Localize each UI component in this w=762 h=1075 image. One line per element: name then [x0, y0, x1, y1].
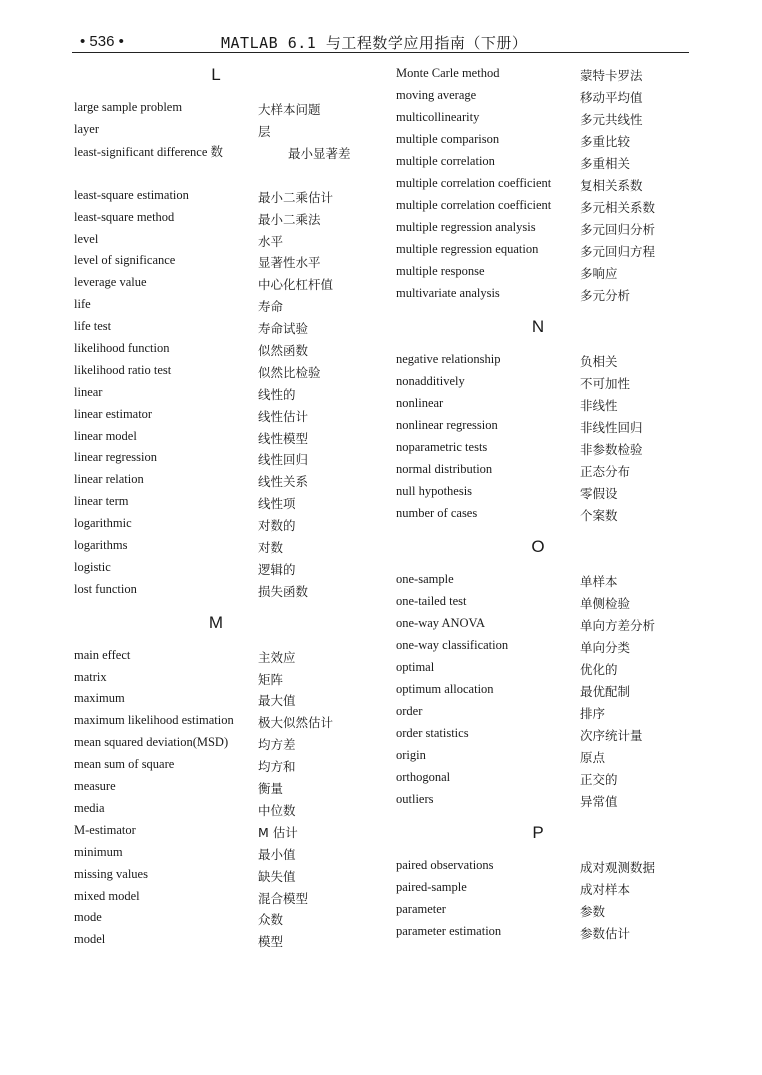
english-term: one-way ANOVA — [396, 616, 485, 630]
glossary-section — [396, 316, 689, 526]
chinese-term: 最小二乘法 — [258, 211, 321, 227]
english-term: main effect — [74, 647, 131, 662]
glossary-entry — [396, 658, 689, 680]
glossary-entry — [74, 777, 374, 799]
glossary-entry — [396, 372, 689, 394]
glossary-column-left — [74, 64, 374, 962]
glossary-entry — [74, 295, 374, 317]
chinese-term: 似然比检验 — [258, 364, 321, 380]
chinese-term: 正交的 — [580, 772, 618, 787]
english-term: large sample problem — [74, 100, 183, 114]
glossary-entry — [396, 746, 689, 768]
glossary-entry — [396, 152, 689, 174]
section-letter: M — [208, 612, 224, 632]
glossary-entry — [74, 383, 374, 405]
chinese-term: 极大似然估计 — [258, 715, 334, 731]
glossary-entry — [74, 448, 374, 470]
english-term: level — [74, 231, 99, 246]
chinese-term: 优化的 — [580, 662, 618, 677]
glossary-entry — [396, 790, 689, 812]
english-term: one-tailed test — [396, 594, 467, 608]
chinese-term: 最大值 — [258, 693, 296, 709]
english-term: nonlinear — [396, 396, 444, 410]
english-term: multiple regression equation — [396, 242, 539, 256]
glossary-entry — [74, 668, 374, 690]
english-term: minimum — [74, 844, 123, 859]
chinese-term: 线性项 — [258, 496, 296, 512]
chinese-term: 线性模型 — [258, 430, 309, 446]
glossary-entry — [74, 689, 374, 711]
english-term: multiple regression analysis — [396, 220, 536, 234]
glossary-entry — [396, 570, 689, 592]
english-term: paired observations — [396, 858, 494, 872]
english-term: mean sum of square — [74, 757, 175, 772]
section-letter: O — [531, 537, 545, 556]
glossary-entry — [74, 514, 374, 536]
english-term: media — [74, 800, 105, 815]
english-term: life test — [74, 319, 112, 334]
chinese-term: 多元回归方程 — [580, 244, 656, 259]
glossary-entry — [396, 394, 689, 416]
chinese-term: 参数估计 — [580, 926, 631, 941]
english-term: one-way classification — [396, 638, 509, 652]
english-term: multiple comparison — [396, 132, 500, 146]
glossary-entry — [396, 130, 689, 152]
english-term: order statistics — [396, 726, 469, 740]
glossary-entry — [74, 887, 374, 909]
section-letter: P — [532, 823, 544, 842]
glossary-section — [396, 536, 689, 812]
page-header — [72, 30, 689, 53]
english-term: M-estimator — [74, 822, 136, 837]
glossary-section — [74, 612, 374, 952]
english-term: optimal — [396, 660, 435, 674]
glossary-entry — [74, 733, 374, 755]
chinese-term: 原点 — [580, 750, 606, 765]
glossary-entry — [74, 558, 374, 580]
english-term: least-square method — [74, 209, 175, 224]
english-term: mixed model — [74, 888, 140, 903]
glossary-entry — [74, 427, 374, 449]
section-letter: L — [211, 65, 221, 84]
english-term: multivariate analysis — [396, 286, 500, 300]
chinese-term: 线性回归 — [258, 452, 309, 468]
glossary-entry — [396, 196, 689, 218]
glossary-entry — [396, 922, 689, 944]
chinese-term: 寿命 — [258, 299, 284, 315]
glossary-entry — [74, 865, 374, 887]
english-term: origin — [396, 748, 426, 762]
english-term: leverage value — [74, 275, 147, 290]
english-term: moving average — [396, 88, 477, 102]
chinese-term: 移动平均值 — [580, 90, 643, 105]
glossary-entry — [74, 120, 374, 142]
chinese-term: 负相关 — [580, 354, 618, 369]
glossary-entry — [396, 240, 689, 262]
chinese-term: 多元分析 — [580, 288, 631, 303]
glossary-entry — [396, 614, 689, 636]
chinese-term: 单侧检验 — [580, 596, 631, 611]
chinese-term: 均方差 — [258, 737, 296, 753]
glossary-entry — [74, 711, 374, 733]
glossary-entry — [74, 405, 374, 427]
chinese-term: 非参数检验 — [580, 442, 643, 457]
chinese-term: 正态分布 — [580, 464, 631, 479]
english-term: linear — [74, 384, 103, 399]
chinese-term: 最小二乘估计 — [258, 189, 334, 205]
english-term: multiple response — [396, 264, 485, 278]
glossary-entry — [74, 799, 374, 821]
chinese-term: 个案数 — [580, 508, 618, 523]
english-term: missing values — [74, 866, 148, 881]
english-term: lost function — [74, 581, 137, 596]
english-term: maximum — [74, 691, 125, 706]
glossary-entry — [396, 680, 689, 702]
glossary-entry — [396, 350, 689, 372]
glossary-entry — [74, 339, 374, 361]
chinese-term: 蒙特卡罗法 — [580, 68, 643, 83]
chinese-term: 寿命试验 — [258, 321, 309, 337]
glossary-column-right — [396, 64, 689, 954]
chinese-term: 主效应 — [258, 649, 296, 665]
chinese-term: 中心化杠杆值 — [258, 277, 334, 293]
glossary-entry — [74, 470, 374, 492]
english-term: mean squared deviation(MSD) — [74, 735, 229, 750]
chinese-term: 层 — [258, 123, 271, 139]
english-term: nonadditively — [396, 374, 465, 388]
chinese-term: 非线性 — [580, 398, 618, 413]
english-term: least-significant difference 数 — [74, 144, 224, 159]
english-term: null hypothesis — [396, 484, 473, 498]
glossary-entry — [74, 251, 374, 273]
glossary-section — [396, 64, 689, 306]
glossary-entry — [74, 580, 374, 602]
chinese-term: 单样本 — [580, 574, 618, 589]
english-term: number of cases — [396, 506, 478, 520]
chinese-term: 排序 — [580, 706, 606, 721]
english-term: one-sample — [396, 572, 454, 586]
section-letter: N — [531, 317, 545, 336]
english-term: level of significance — [74, 253, 176, 268]
english-term: nonlinear regression — [396, 418, 498, 432]
glossary-entry — [74, 273, 374, 295]
chinese-term: 多元回归分析 — [580, 222, 656, 237]
chinese-term: 非线性回归 — [580, 420, 643, 435]
english-term: linear estimator — [74, 406, 153, 421]
english-term: measure — [74, 779, 116, 794]
english-term: paired-sample — [396, 880, 467, 894]
chinese-term: 多重相关 — [580, 156, 631, 171]
chinese-term: 多重比较 — [580, 134, 631, 149]
glossary-entry — [74, 98, 374, 120]
page-number: • 536 • — [80, 33, 124, 50]
chinese-term: 逻辑的 — [258, 561, 296, 577]
english-term: life — [74, 297, 91, 312]
chinese-term: 似然函数 — [258, 343, 309, 359]
glossary-entry — [396, 64, 689, 86]
glossary-entry — [396, 504, 689, 526]
chinese-term: 缺失值 — [258, 868, 296, 884]
glossary-entry — [396, 284, 689, 306]
chinese-term: 最小值 — [258, 846, 296, 862]
english-term: optimum allocation — [396, 682, 494, 696]
english-term: linear term — [74, 494, 129, 509]
glossary-entry — [74, 821, 374, 843]
glossary-entry — [396, 856, 689, 878]
glossary-entry — [396, 174, 689, 196]
english-term: normal distribution — [396, 462, 493, 476]
glossary-section — [396, 822, 689, 944]
chinese-term: 成对样本 — [580, 882, 631, 897]
glossary-entry — [74, 843, 374, 865]
english-term: layer — [74, 121, 99, 136]
chinese-term: 线性估计 — [258, 408, 309, 424]
glossary-entry — [74, 142, 374, 186]
glossary-entry — [396, 636, 689, 658]
glossary-entry — [396, 438, 689, 460]
chinese-term: 中位数 — [258, 802, 296, 818]
english-term: matrix — [74, 669, 107, 684]
chinese-term: 参数 — [580, 904, 606, 919]
chinese-term: 模型 — [258, 934, 284, 950]
chinese-term: 对数 — [258, 540, 284, 556]
chinese-term: 复相关系数 — [580, 178, 643, 193]
glossary-entry — [74, 536, 374, 558]
chinese-term: 线性的 — [258, 386, 296, 402]
book-title: MATLAB 6.1 与工程数学应用指南（下册） — [221, 34, 528, 52]
chinese-term: 单向分类 — [580, 640, 631, 655]
english-term: least-square estimation — [74, 187, 189, 202]
glossary-entry — [74, 208, 374, 230]
chinese-term: 异常值 — [580, 794, 618, 809]
glossary-entry — [396, 702, 689, 724]
english-term: linear model — [74, 428, 137, 443]
glossary-entry — [74, 646, 374, 668]
english-term: likelihood function — [74, 341, 170, 356]
english-term: order — [396, 704, 423, 718]
glossary-entry — [74, 361, 374, 383]
chinese-term: 单向方差分析 — [580, 618, 656, 633]
glossary-entry — [396, 262, 689, 284]
english-term: linear regression — [74, 450, 157, 465]
glossary-entry — [396, 768, 689, 790]
english-term: multiple correlation — [396, 154, 495, 168]
chinese-term: 不可加性 — [580, 376, 631, 391]
english-term: logistic — [74, 559, 111, 574]
glossary-section — [74, 64, 374, 602]
glossary-entry — [396, 86, 689, 108]
glossary-entry — [74, 930, 374, 952]
chinese-term: 最优配制 — [580, 684, 631, 699]
chinese-term: 水平 — [258, 233, 284, 249]
english-term: Monte Carle method — [396, 66, 500, 80]
chinese-term: 大样本问题 — [258, 102, 321, 117]
glossary-entry — [74, 755, 374, 777]
chinese-term: 众数 — [258, 912, 284, 928]
english-term: orthogonal — [396, 770, 451, 784]
glossary-entry — [74, 230, 374, 252]
chinese-term: 多元相关系数 — [580, 200, 656, 215]
english-term: logarithms — [74, 538, 128, 553]
chinese-term: 零假设 — [580, 486, 618, 501]
glossary-entry — [396, 900, 689, 922]
glossary-entry — [396, 460, 689, 482]
english-term: multiple correlation coefficient — [396, 198, 552, 212]
chinese-term: 多响应 — [580, 266, 618, 281]
chinese-term: 显著性水平 — [258, 255, 321, 271]
english-term: linear relation — [74, 472, 144, 487]
chinese-term: 矩阵 — [258, 671, 284, 687]
english-term: multicollinearity — [396, 110, 480, 124]
glossary-entry — [396, 878, 689, 900]
chinese-term: 衡量 — [258, 781, 284, 797]
chinese-term: M 估计 — [258, 824, 298, 840]
glossary-entry — [396, 724, 689, 746]
glossary-entry — [74, 492, 374, 514]
english-term: parameter estimation — [396, 924, 502, 938]
chinese-term: 次序统计量 — [580, 728, 643, 743]
english-term: negative relationship — [396, 352, 501, 366]
chinese-term: 混合模型 — [258, 890, 309, 906]
english-term: maximum likelihood estimation — [74, 713, 234, 728]
glossary-entry — [74, 186, 374, 208]
glossary-entry — [74, 908, 374, 930]
chinese-term: 损失函数 — [258, 583, 309, 599]
chinese-term: 对数的 — [258, 518, 296, 534]
english-term: parameter — [396, 902, 446, 916]
glossary-entry — [396, 592, 689, 614]
english-term: multiple correlation coefficient — [396, 176, 552, 190]
english-term: logarithmic — [74, 516, 132, 531]
glossary-entry — [396, 416, 689, 438]
english-term: outliers — [396, 792, 434, 806]
glossary-entry — [74, 317, 374, 339]
chinese-term: 均方和 — [258, 759, 296, 775]
glossary-entry — [396, 482, 689, 504]
english-term: mode — [74, 910, 102, 925]
english-term: noparametric tests — [396, 440, 488, 454]
chinese-term: 最小显著差 — [288, 145, 351, 161]
english-term: model — [74, 932, 106, 947]
chinese-term: 线性关系 — [258, 474, 309, 490]
chinese-term: 成对观测数据 — [580, 860, 656, 875]
glossary-entry — [396, 108, 689, 130]
english-term: likelihood ratio test — [74, 362, 172, 377]
chinese-term: 多元共线性 — [580, 112, 643, 127]
glossary-entry — [396, 218, 689, 240]
